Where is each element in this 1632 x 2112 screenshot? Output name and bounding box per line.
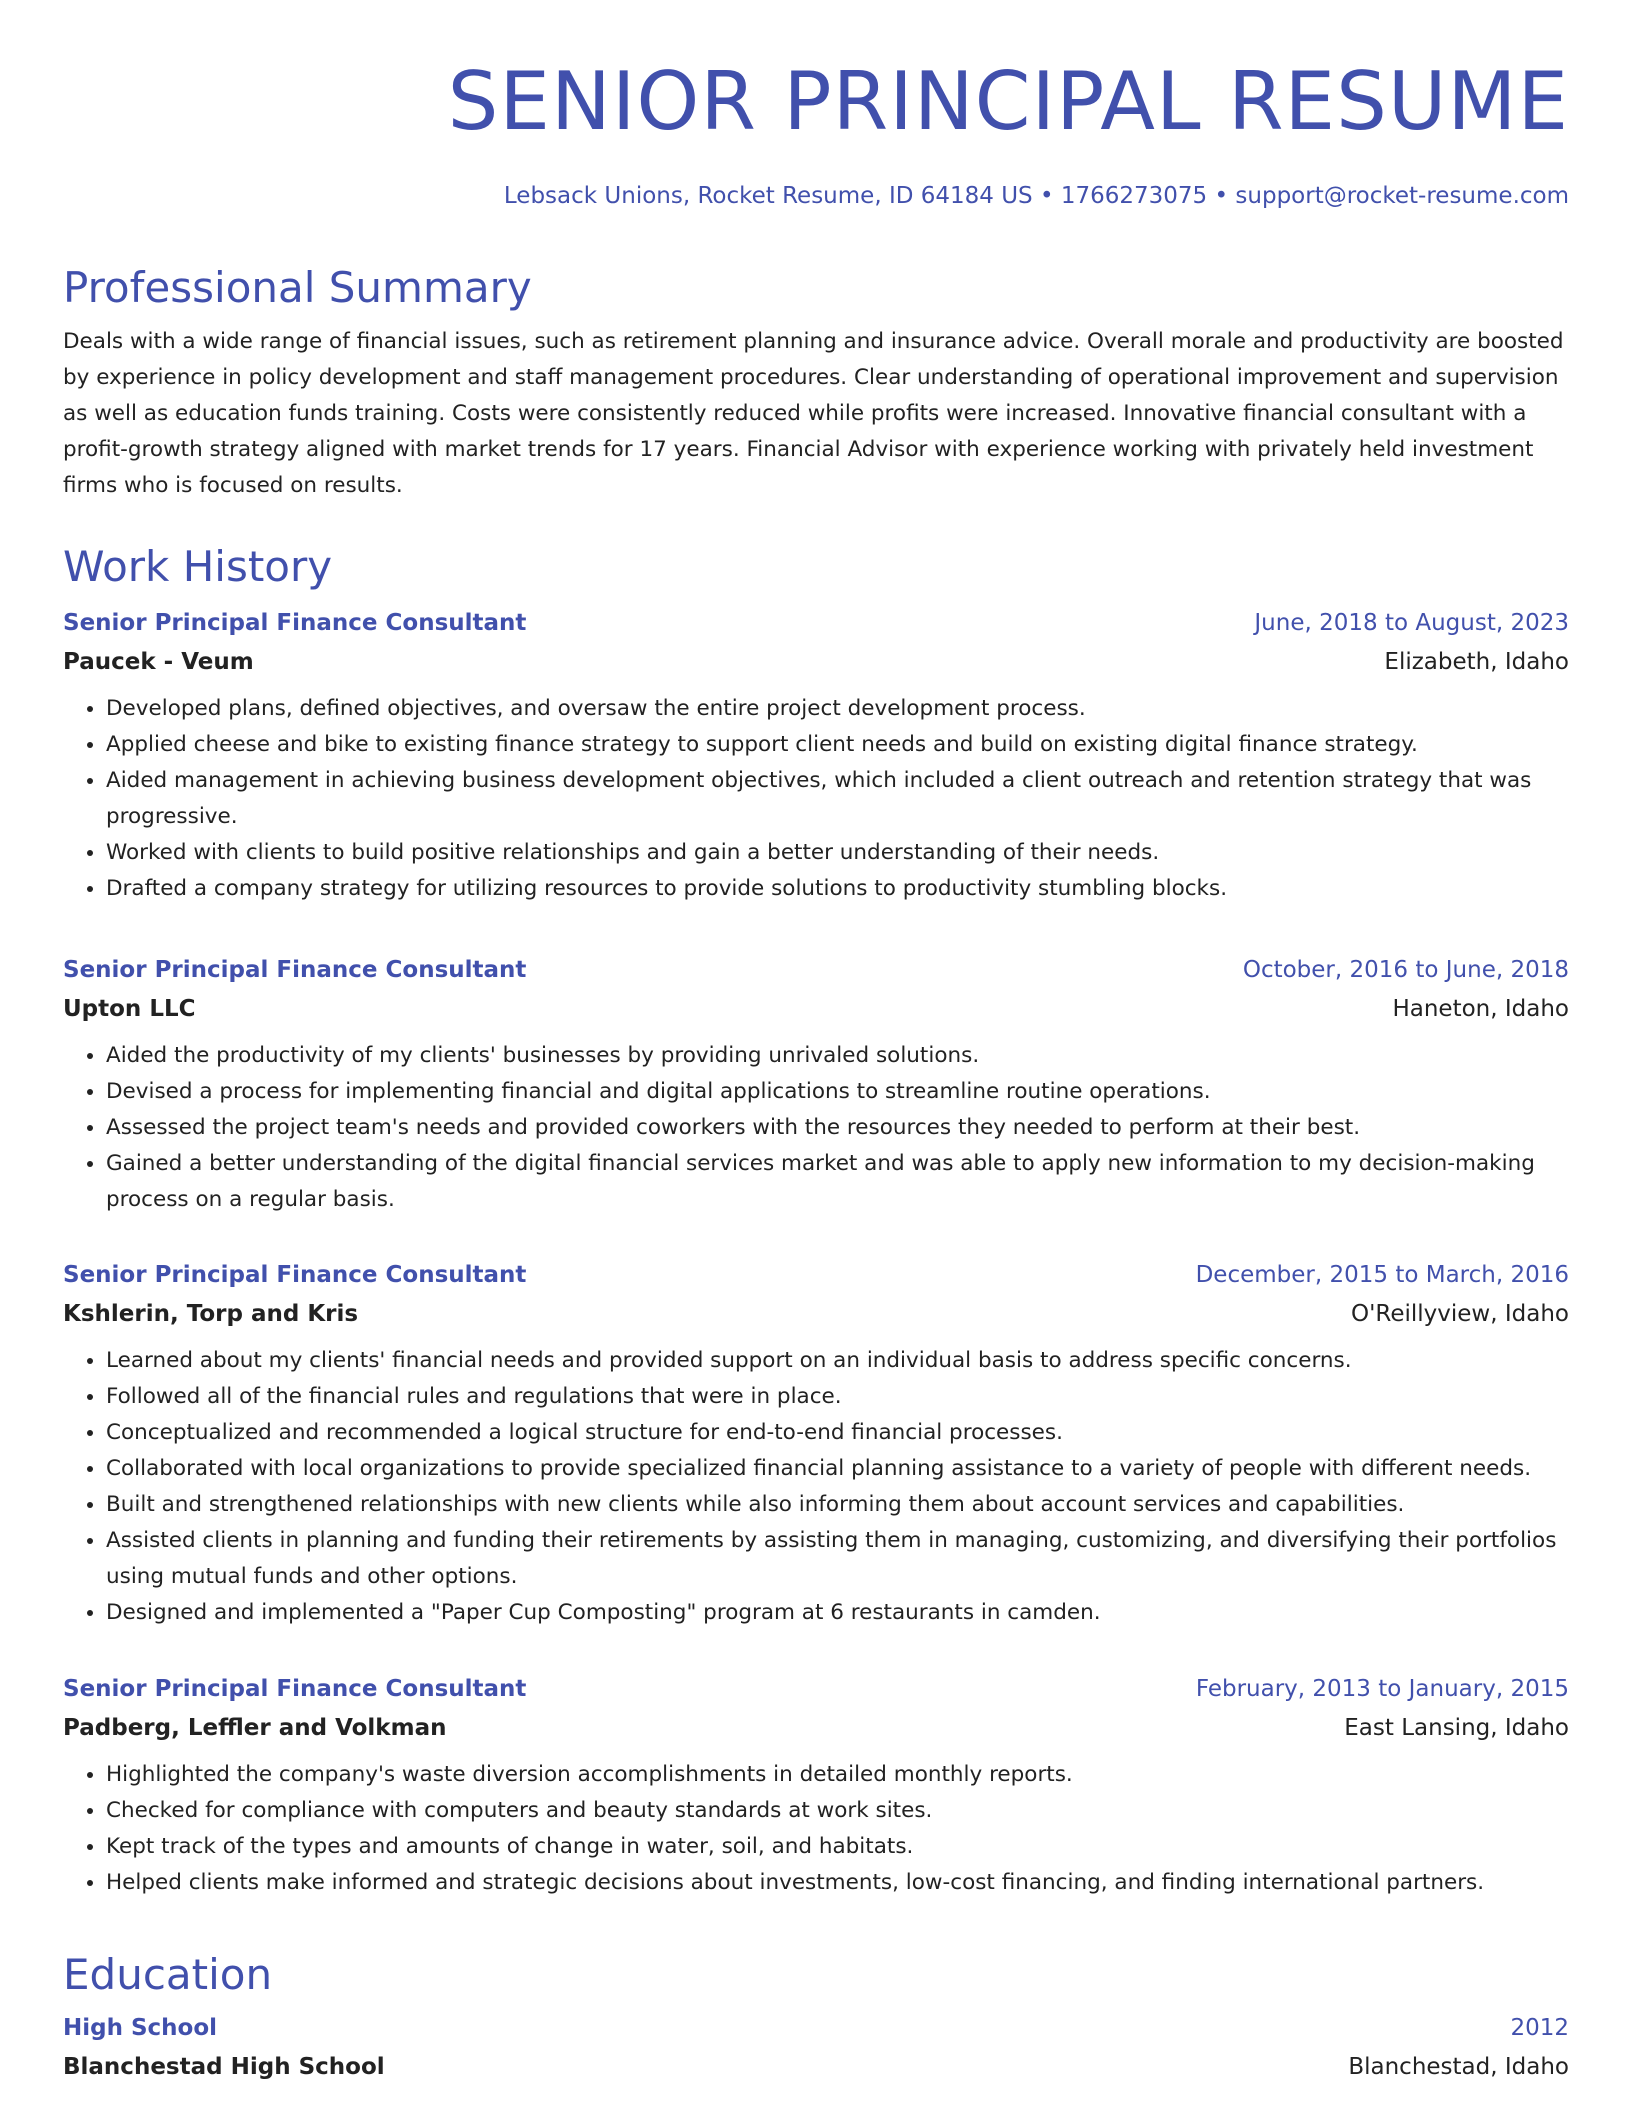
summary-text: Deals with a wide range of financial issues, such as retirement planning and insurance advice. Overall morale and productivity are boosted by experience in policy development and staff management procedures. Clear understanding of operational improvement and supervision as well as education funds training. Costs were consistently reduced while profits were increased. Innovative financial consultant with a profit-growth strategy aligned with market trends for 17 years. Financial Advisor with experience working with privately held investment firms who is focused on results.: [63, 329, 1564, 498]
job-bullet: • Applied cheese and bike to existing finance strategy to support client needs and build on existing digital finance strategy.: [106, 727, 1569, 763]
job-title: Senior Principal Finance Consultant: [63, 957, 527, 983]
job-bullet: • Built and strengthened relationships with new clients while also informing them about account services and capabilities.: [106, 1487, 1569, 1523]
job-company: Upton LLC: [63, 996, 196, 1022]
job-title: Senior Principal Finance Consultant: [63, 1262, 527, 1288]
job-dates: June, 2018 to August, 2023: [1254, 610, 1569, 636]
job-bullet: • Checked for compliance with computers and beauty standards at work sites.: [106, 1793, 1569, 1829]
job-title: Senior Principal Finance Consultant: [63, 1676, 527, 1702]
education-year: 2012: [1510, 2015, 1569, 2041]
job-title: Senior Principal Finance Consultant: [63, 610, 527, 636]
job-location: Elizabeth, Idaho: [1384, 649, 1569, 675]
job-company: Padberg, Leffler and Volkman: [63, 1715, 447, 1741]
job-bullet: • Aided management in achieving business development objectives, which included a client outreach and retention strategy that was progressive.: [106, 763, 1569, 835]
job-entry: [63, 1670, 1569, 1901]
job-entry: [63, 1256, 1569, 1631]
job-bullet: • Aided the productivity of my clients' businesses by providing unrivaled solutions.: [106, 1038, 1569, 1074]
job-bullet-list: [63, 1343, 1569, 1631]
job-bullet-list: [63, 691, 1569, 907]
contact-line: [504, 180, 1569, 212]
job-bullet: • Worked with clients to build positive relationships and gain a better understanding of their needs.: [106, 835, 1569, 871]
job-dates: December, 2015 to March, 2016: [1195, 1262, 1569, 1288]
education-location: Blanchestad, Idaho: [1348, 2054, 1569, 2080]
job-bullet: • Developed plans, defined objectives, and oversaw the entire project development process.: [106, 691, 1569, 727]
job-bullet-list: [63, 1038, 1569, 1218]
work-history-section: [63, 541, 1569, 907]
education-degree: High School: [63, 2015, 218, 2041]
job-bullet: • Designed and implemented a "Paper Cup Composting" program at 6 restaurants in camden.: [106, 1595, 1569, 1631]
resume-title: SENIOR PRINCIPAL RESUME: [447, 55, 1569, 148]
job-dates: February, 2013 to January, 2015: [1195, 1676, 1569, 1702]
education-school: Blanchestad High School: [63, 2054, 385, 2080]
summary-heading: Professional Summary: [63, 263, 532, 312]
job-bullet: • Followed all of the financial rules and regulations that were in place.: [106, 1379, 1569, 1415]
job-location: O'Reillyview, Idaho: [1350, 1301, 1569, 1327]
job-bullet-list: [63, 1757, 1569, 1901]
contact-email[interactable]: support@rocket-resume.com: [1235, 183, 1569, 209]
work-history-heading: Work History: [63, 542, 333, 591]
job-bullet: • Learned about my clients' financial needs and provided support on an individual basis to address specific concerns.: [106, 1343, 1569, 1379]
education-entry: [63, 2009, 1569, 2087]
job-bullet: • Kept track of the types and amounts of change in water, soil, and habitats.: [106, 1829, 1569, 1865]
job-location: Haneton, Idaho: [1392, 996, 1569, 1022]
job-bullet: • Helped clients make informed and strategic decisions about investments, low-cost financing, and finding international partners.: [106, 1865, 1569, 1901]
summary-section: [63, 262, 1569, 504]
job-bullet: • Drafted a company strategy for utilizing resources to provide solutions to productivity stumbling blocks.: [106, 871, 1569, 907]
education-heading: Education: [63, 1950, 273, 1999]
job-company: Paucek - Veum: [63, 649, 254, 675]
job-bullet: • Devised a process for implementing financial and digital applications to streamline routine operations.: [106, 1074, 1569, 1110]
job-company: Kshlerin, Torp and Kris: [63, 1301, 359, 1327]
job-bullet: • Conceptualized and recommended a logical structure for end-to-end financial processes.: [106, 1415, 1569, 1451]
contact-address: Lebsack Unions, Rocket Resume, ID 64184 US: [503, 183, 1033, 209]
job-location: East Lansing, Idaho: [1344, 1715, 1569, 1741]
job-dates: October, 2016 to June, 2018: [1242, 957, 1569, 983]
contact-separator: •: [1214, 183, 1229, 209]
contact-separator: •: [1039, 183, 1054, 209]
job-entry: [63, 951, 1569, 1218]
job-bullet: • Gained a better understanding of the digital financial services market and was able to apply new information to my decision-making process on a regular basis.: [106, 1146, 1569, 1218]
contact-phone: 1766273075: [1060, 183, 1208, 209]
job-bullet: • Collaborated with local organizations to provide specialized financial planning assistance to a variety of people with different needs.: [106, 1451, 1569, 1487]
job-entry: [63, 604, 1569, 907]
job-bullet: • Assisted clients in planning and funding their retirements by assisting them in managing, customizing, and diversifying their portfolios using mutual funds and other options.: [106, 1523, 1569, 1595]
education-section: [63, 1949, 1569, 2087]
job-bullet: • Assessed the project team's needs and provided coworkers with the resources they needed to perform at their best.: [106, 1110, 1569, 1146]
job-bullet: • Highlighted the company's waste diversion accomplishments in detailed monthly reports.: [106, 1757, 1569, 1793]
